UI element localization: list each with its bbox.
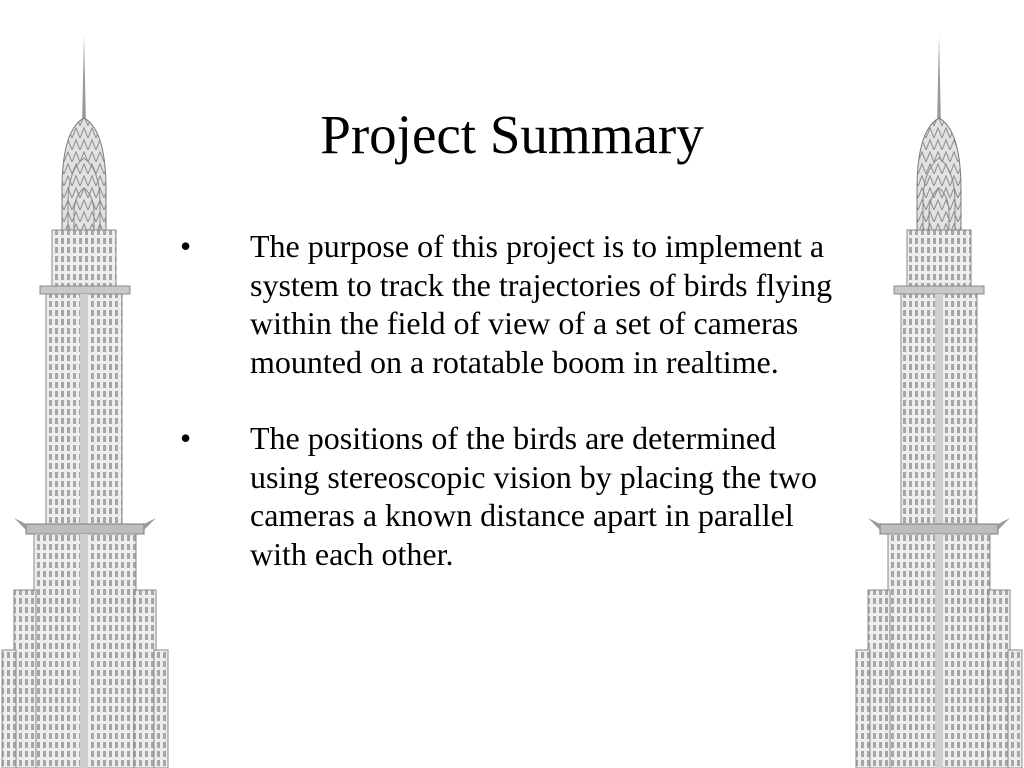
bullet-text: The positions of the birds are determined using stereoscopic vision by placing the two cameras a known distance apart in parallel with each other. — [250, 420, 818, 572]
bullet-marker: • — [180, 420, 192, 456]
bullet-text: The purpose of this project is to implement a system to track the trajectories of birds flying within the field of view of a set of cameras mounted on a rotatable boom in realtime. — [250, 228, 833, 380]
bullet-item — [180, 419, 850, 573]
bullet-item — [180, 227, 850, 381]
bullet-list — [180, 227, 850, 611]
slide-title: Project Summary — [320, 104, 704, 165]
bullet-marker: • — [180, 228, 192, 264]
